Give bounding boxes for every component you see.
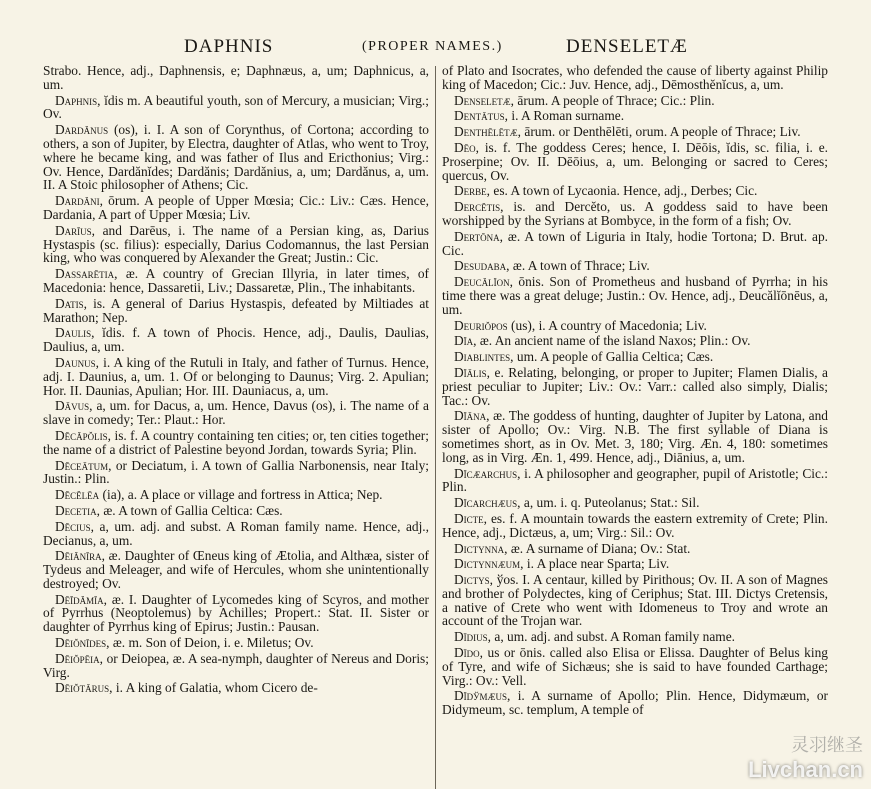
entry-text: or Deiopea, æ. A sea-nymph, daughter of Nereus and Doris; Virg.: [43, 650, 429, 680]
entry-headword: Daphnis,: [55, 92, 101, 108]
dictionary-entry: [43, 297, 429, 325]
entry-headword: Dēiănīra,: [55, 548, 106, 564]
dictionary-entry: [442, 409, 828, 464]
entry-headword: Dīdo,: [454, 645, 484, 661]
dictionary-entry: [43, 681, 429, 695]
entry-text: æ. A town of Gallia Celtica: Cæs.: [103, 502, 283, 518]
entry-headword: Deuriŏpos: [454, 317, 508, 333]
entry-headword: Dĕcăpŏlis,: [55, 427, 112, 443]
dictionary-entry: [442, 573, 828, 628]
dictionary-entry: [43, 504, 429, 518]
dictionary-entry: [442, 512, 828, 540]
dictionary-entry: [442, 230, 828, 258]
dictionary-entry: [43, 224, 429, 265]
entry-headword: Dertōna,: [454, 228, 503, 244]
entry-headword: Denthēlētæ,: [454, 124, 522, 140]
entry-headword: Dassarētia,: [55, 266, 118, 282]
entry-headword: Desudaba,: [454, 258, 510, 274]
header-last-word: DENSELETÆ: [566, 36, 688, 57]
entry-headword: Dĭa,: [454, 333, 477, 349]
entry-text: (os), i. I. A son of Corynthus, of Cortona; according to others, a son of Jupiter, by Electra, daughter of Atlas, who went to Troy, where he became king, and was father of Ilus and Ericthonius; Virg.: Ov. Hence, Dardănĭdes; Dardănis; Dardănius, a, um; Dardănus, a, um. II. A Stoic philosopher of Athens; Cic.: [43, 122, 429, 193]
header-section-label: (PROPER NAMES.): [362, 39, 503, 54]
entry-text: ōrum. A people of Upper Mœsia; Cic.: Liv.: Cæs. Hence, Dardania, A part of Upper Mœsia; Liv.: [43, 193, 429, 222]
entry-text: of Plato and Isocrates, who defended the cause of liberty against Philip king of Macedon; Cic.: Juv. Hence, adj., Dēmosthĕnĭcus, a, um.: [442, 64, 828, 92]
dictionary-entry: [442, 689, 828, 717]
dictionary-entry: [442, 630, 828, 644]
dictionary-entry: [43, 549, 429, 590]
entry-text: ārum. A people of Thrace; Cic.: Plin.: [517, 92, 715, 108]
entry-text: ĭdis m. A beautiful youth, son of Mercury, a musician; Virg.; Ov.: [43, 92, 429, 122]
dictionary-entry: [43, 488, 429, 502]
entry-text: æ. A surname of Diana; Ov.: Stat.: [510, 540, 691, 556]
entry-text: a, um. adj. and subst. A Roman family name. Hence, adj., Decianus, a, um.: [43, 518, 429, 548]
entry-text: es. f. A mountain towards the eastern extremity of Crete; Plin. Hence, adj., Dictæus, a, um; Virg.: Sil.: Ov.: [442, 510, 828, 540]
entry-text: es. A town of Lycaonia. Hence, adj., Derbes; Cic.: [493, 183, 758, 199]
dictionary-entry: [442, 184, 828, 198]
dictionary-entry: [442, 646, 828, 687]
dictionary-entry: [43, 356, 429, 397]
entry-text: æ. A country of Grecian Illyria, in later times, of Macedonia: hence, Dassaretii, Liv.; Dassaretæ, Plin., The inhabitants.: [43, 266, 429, 295]
entry-text: æ. A town of Liguria in Italy, hodie Tortona; D. Brut. ap. Cic.: [442, 228, 828, 258]
watermark: [748, 731, 863, 783]
dictionary-entry: [43, 399, 429, 427]
entry-headword: Dĕcius,: [55, 518, 95, 534]
entry-text: i. A place near Sparta; Liv.: [526, 556, 670, 572]
watermark-cjk: 灵羽继圣: [791, 735, 863, 756]
entry-text: a, um. for Dacus, a, um. Hence, Davus (os), i. The name of a slave in comedy; Ter.: Plaut.: Hor.: [43, 398, 429, 428]
header-first-word: DAPHNIS: [184, 36, 274, 57]
entry-headword: Deucălĭon,: [454, 274, 514, 290]
entry-text: i. A Roman surname.: [511, 108, 625, 124]
watermark-url: Livchan.cn: [748, 757, 863, 782]
entry-headword: Dĭcarchæus,: [454, 495, 521, 511]
entry-headword: Decetia,: [55, 502, 101, 518]
entry-headword: Dictynna,: [454, 540, 508, 556]
entry-text: æ. Daughter of Œneus king of Ætolia, and Althæa, sister of Tydeus and Meleager, and wife of Hercules, whom she unintentionally destroyed; Ov.: [43, 548, 429, 591]
page-header: [0, 36, 871, 62]
entry-headword: Dāvus,: [55, 398, 93, 414]
entry-headword: Dĭāna,: [454, 408, 490, 424]
entry-text: e. Relating, belonging, or proper to Jupiter; Flamen Dialis, a priest peculiar to Jupiter; Liv.: Ov.: Varr.: called also simply, Dialis; Tac.: Ov.: [442, 364, 828, 408]
entry-headword: Dictys,: [454, 572, 494, 588]
entry-text: and Darēus, i. The name of a Persian king, as, Darius Hystaspis (sc. filius): especially, Darius Codomannus, the last Persian king, who was conquered by Alexander the Great; Justin.: Cic.: [43, 222, 429, 266]
entry-text: æ. I. Daughter of Lycomedes king of Scyros, and mother of Pyrrhus (Neoptolemus) by Achilles; Propert.: Stat. II. Sister or daughter of Pyrrhus king of Epirus; Justin.: Pausan.: [43, 591, 429, 635]
entry-text: is. f. A country containing ten cities; or, ten cities together; the name of a district of Palestine beyond Jordan, towards Syria; Plin.: [43, 427, 429, 457]
entry-text: us or ōnis. called also Elisa or Elissa. Daughter of Belus king of Tyre, and wife of Sichæus; she is said to have founded Carthage; Virg.: Ov.: Vell.: [442, 645, 828, 688]
dictionary-entry: [442, 366, 828, 407]
entry-text: is. f. The goddess Ceres; hence, I. Dēōis, ĭdis, sc. filia, i. e. Proserpine; Ov. II. Dēōius, a, um. Belonging or sacred to Ceres; quercus, Ov.: [442, 139, 828, 183]
dictionary-entry: [43, 429, 429, 457]
entry-headword: Dicte,: [454, 510, 488, 526]
entry-headword: Daulis,: [55, 325, 95, 341]
dictionary-entry: [442, 200, 828, 228]
entry-headword: Dēĭdămīa,: [55, 591, 108, 607]
entry-text: (ia), a. A place or village and fortress in Attica; Nep.: [102, 487, 383, 503]
entry-text: æ. m. Son of Deion, i. e. Miletus; Ov.: [112, 635, 314, 651]
dictionary-entry: [442, 64, 828, 92]
entry-headword: Datis,: [55, 295, 88, 311]
dictionary-entry: [442, 557, 828, 571]
entry-headword: Derbe,: [454, 183, 491, 199]
entry-text: a, um. adj. and subst. A Roman family name.: [494, 629, 736, 645]
entry-text: ārum. or Denthēlēti, orum. A people of Thrace; Liv.: [524, 124, 801, 140]
entry-text: i. A king of the Rutuli in Italy, and father of Turnus. Hence, adj. I. Daunius, a, um. 1. Of or belonging to Daunus; Virg. 2. Apulian; Hor. II. Daunias, Apulian; Hor. III. Dauniacus, a, um.: [43, 354, 429, 398]
dictionary-entry: [43, 636, 429, 650]
dictionary-entry: [442, 259, 828, 273]
entry-text: ōnis. Son of Prometheus and husband of Pyrrha; in his time there was a great deluge; Justin.: Ov. Hence, adj., Deucălĭōnēus, a, um.: [442, 274, 828, 317]
dictionary-entry: [442, 109, 828, 123]
entry-text: æ. An ancient name of the island Naxos; Plin.: Ov.: [479, 333, 751, 349]
entry-text: a, um. i. q. Puteolanus; Stat.: Sil.: [523, 495, 700, 511]
entry-text: or Deciatum, i. A town of Gallia Narbonensis, near Italy; Justin.: Plin.: [43, 457, 429, 487]
dictionary-entry: [43, 94, 429, 122]
dictionary-entry: [442, 542, 828, 556]
entry-headword: Darīus,: [55, 222, 96, 238]
dictionary-entry: [43, 520, 429, 548]
dictionary-entry: [43, 326, 429, 354]
entry-text: ўos. I. A centaur, killed by Pirithous; Ov. II. A son of Magnes and brother of Polydectes, king of Ceriphus; Stat. III. Dictys Cretensis, a native of Crete who went with Idomeneus to Troy and wrote an account of the Trojan war.: [442, 572, 828, 629]
dictionary-entry: [43, 652, 429, 680]
entry-text: æ. The goddess of hunting, daughter of Jupiter by Latona, and sister of Apollo; Ov.: Virg. N.B. The first syllable of Diana is sometimes short, as in Ov. Met. 3, 180; Virg. Æn. 4, 180: sometimes long, as in Virg. Æn. 1, 499. Hence, adj., Diānius, a, um.: [442, 408, 828, 465]
dictionary-entry: [43, 459, 429, 487]
entry-text: ĭdis. f. A town of Phocis. Hence, adj., Daulis, Daulias, Daulius, a, um.: [43, 325, 429, 355]
entry-text: (us), i. A country of Macedonia; Liv.: [511, 317, 707, 333]
entry-headword: Dictynnæum,: [454, 556, 524, 572]
entry-headword: Dēiŏpēia,: [55, 650, 104, 666]
dictionary-entry: [442, 350, 828, 364]
entry-headword: Dĭcæarchus,: [454, 465, 521, 481]
dictionary-entry: [442, 496, 828, 510]
entry-headword: Dĕceātum,: [55, 457, 112, 473]
entry-text: i. A surname of Apollo; Plin. Hence, Didymæum, or Didymeum, sc. templum, A temple of: [442, 688, 828, 718]
entry-headword: Dĕcĕlēa: [55, 487, 100, 503]
dictionary-entry: [442, 467, 828, 495]
entry-headword: Dardăni,: [55, 193, 104, 209]
entry-headword: Dĭālis,: [454, 364, 491, 380]
left-column: [43, 64, 429, 789]
dictionary-entry: [442, 125, 828, 139]
entry-headword: Diablintes,: [454, 349, 514, 365]
entry-text: um. A people of Gallia Celtica; Cæs.: [516, 349, 714, 365]
dictionary-entry: [442, 334, 828, 348]
entry-headword: Daunus,: [55, 354, 100, 370]
entry-headword: Denseletæ,: [454, 92, 515, 108]
entry-headword: Dīdius,: [454, 629, 492, 645]
entry-text: æ. A town of Thrace; Liv.: [512, 258, 650, 274]
dictionary-entry: [442, 275, 828, 316]
entry-text: is. A general of Darius Hystaspis, defeated by Miltiades at Marathon; Nep.: [43, 295, 429, 325]
entry-text: i. A philosopher and geographer, pupil of Aristotle; Cic.: Plin.: [442, 465, 828, 495]
dictionary-entry: [43, 123, 429, 192]
dictionary-entry: [442, 141, 828, 182]
entry-text: Strabo. Hence, adj., Daphnensis, e; Daphnæus, a, um; Daphnicus, a, um.: [43, 64, 429, 92]
entry-headword: Dēo,: [454, 139, 480, 155]
column-divider: [435, 66, 436, 789]
dictionary-entry: [43, 194, 429, 222]
entry-text: i. A king of Galatia, whom Cicero de-: [115, 680, 318, 696]
dictionary-entry: [442, 319, 828, 333]
entry-headword: Dēiŏtārus,: [55, 680, 113, 696]
entry-headword: Dĭdўmæus,: [454, 688, 511, 704]
dictionary-entry: [43, 64, 429, 92]
entry-headword: Dentātus,: [454, 108, 509, 124]
entry-headword: Dercĕtis,: [454, 199, 504, 215]
entry-headword: Dēiŏnĭdes,: [55, 635, 110, 651]
entry-text: is. and Dercĕto, us. A goddess said to have been worshipped by the Syrians at Bombyce, in the form of a fish; Ov.: [442, 199, 828, 228]
dictionary-entry: [43, 593, 429, 634]
dictionary-entry: [442, 94, 828, 108]
entry-headword: Dardănus: [55, 122, 109, 138]
dictionary-entry: [43, 267, 429, 295]
right-column: [442, 64, 828, 789]
